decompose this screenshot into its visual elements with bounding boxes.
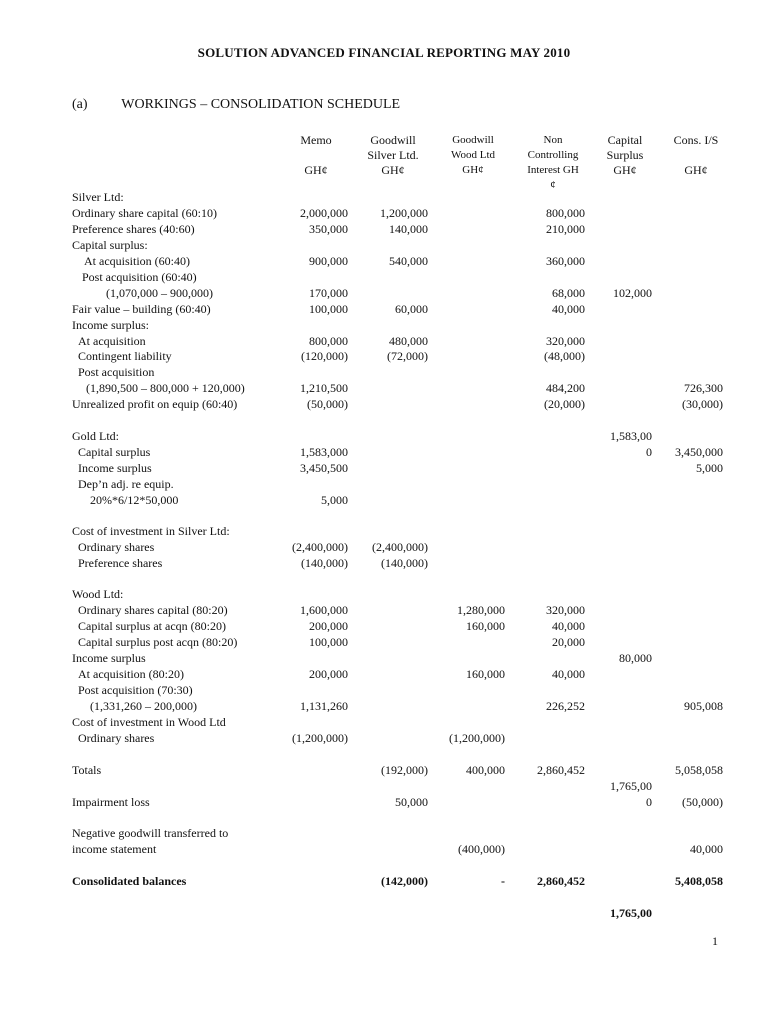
row-label: Capital surplus: [78, 445, 151, 459]
row-label: Capital surplus at acqn (80:20): [78, 619, 226, 633]
cell-capital: 1,765,00: [610, 906, 652, 920]
row-label: Dep’n adj. re equip.: [78, 477, 174, 491]
row-label: Negative goodwill transferred to: [72, 826, 229, 840]
header-cons-line: Cons. I/S: [673, 133, 719, 147]
cell-nci: 40,000: [552, 619, 585, 633]
row-label: (1,070,000 – 900,000): [106, 286, 213, 300]
cell-cons: 5,408,058: [675, 874, 723, 888]
row-label: Post acquisition (70:30): [78, 683, 193, 697]
cell-nci: 2,860,452: [537, 874, 585, 888]
row-label: Gold Ltd:: [72, 429, 119, 443]
cell-memo: 100,000: [309, 635, 348, 649]
row-label: Cost of investment in Wood Ltd: [72, 715, 226, 729]
cell-cons: 40,000: [690, 842, 723, 856]
cell-memo: (140,000): [301, 556, 348, 570]
header-gw-silver-line: Goodwill: [370, 133, 416, 147]
row-label: Ordinary shares: [78, 731, 155, 745]
cell-nci: 226,252: [546, 699, 585, 713]
cell-memo: 3,450,500: [300, 461, 348, 475]
cell-cons: 726,300: [684, 381, 723, 395]
cell-nci: 210,000: [546, 222, 585, 236]
cell-gw-wood: 160,000: [466, 619, 505, 633]
row-label: Post acquisition: [78, 365, 155, 379]
cell-memo: (50,000): [307, 397, 348, 411]
header-nci-line: ¢: [550, 179, 556, 191]
cell-cons: (30,000): [682, 397, 723, 411]
row-label: Contingent liability: [78, 349, 172, 363]
header-nci-line: Controlling: [527, 149, 579, 161]
header-nci-line: Non: [543, 134, 563, 146]
cell-gw-silver: (192,000): [381, 763, 428, 777]
cell-cons: (50,000): [682, 795, 723, 809]
cell-nci: 800,000: [546, 206, 585, 220]
cell-gw-wood: 160,000: [466, 667, 505, 681]
cell-gw-silver: 50,000: [395, 795, 428, 809]
row-label: Fair value – building (60:40): [72, 302, 211, 316]
cell-nci: (48,000): [544, 349, 585, 363]
cell-capital: 0: [646, 795, 652, 809]
cell-memo: (120,000): [301, 349, 348, 363]
row-label: Unrealized profit on equip (60:40): [72, 397, 238, 411]
cell-cons: 5,000: [696, 461, 723, 475]
cell-memo: 2,000,000: [300, 206, 348, 220]
cell-nci: 40,000: [552, 667, 585, 681]
row-label: Preference shares: [78, 556, 163, 570]
row-label: Ordinary share capital (60:10): [72, 206, 217, 220]
cell-memo: 170,000: [309, 286, 348, 300]
cell-capital: 0: [646, 445, 652, 459]
cell-memo: 900,000: [309, 254, 348, 268]
cell-memo: 1,583,000: [300, 445, 348, 459]
cell-gw-wood: 400,000: [466, 763, 505, 777]
cell-gw-silver: 140,000: [389, 222, 428, 236]
row-label: Consolidated balances: [72, 874, 187, 888]
row-label: income statement: [72, 842, 157, 856]
row-label: At acquisition: [78, 334, 146, 348]
cell-memo: (2,400,000): [292, 540, 348, 554]
cell-nci: 2,860,452: [537, 763, 585, 777]
section-heading: [72, 97, 400, 113]
cell-capital: 102,000: [613, 286, 652, 300]
header-memo-line: Memo: [300, 133, 332, 147]
cell-memo: 1,131,260: [300, 699, 348, 713]
row-label: (1,890,500 – 800,000 + 120,000): [86, 381, 245, 395]
cell-gw-silver: 540,000: [389, 254, 428, 268]
row-label: 20%*6/12*50,000: [90, 493, 179, 507]
header-gw-silver-line: Silver Ltd.: [367, 148, 419, 162]
row-label: At acquisition (60:40): [84, 254, 190, 268]
cell-gw-wood: 1,280,000: [457, 603, 505, 617]
row-label: Wood Ltd:: [72, 587, 124, 601]
cell-gw-silver: (142,000): [381, 874, 428, 888]
cell-nci: 20,000: [552, 635, 585, 649]
row-label: Income surplus:: [72, 318, 149, 332]
cell-cons: 5,058,058: [675, 763, 723, 777]
cell-capital: 1,583,00: [610, 429, 652, 443]
cell-gw-silver: 60,000: [395, 302, 428, 316]
header-gw-wood-line: Goodwill: [452, 134, 494, 146]
row-label: Income surplus: [72, 651, 146, 665]
header-gw-wood-line: GH¢: [462, 164, 484, 176]
cell-memo: 5,000: [321, 493, 348, 507]
cell-gw-wood: -: [501, 874, 505, 888]
header-cons-line: GH¢: [684, 163, 708, 177]
row-label: Silver Ltd:: [72, 190, 124, 204]
cell-capital: 80,000: [619, 651, 652, 665]
row-label: Ordinary shares capital (80:20): [78, 603, 228, 617]
cell-gw-silver: 480,000: [389, 334, 428, 348]
row-label: Capital surplus:: [72, 238, 148, 252]
cell-nci: 360,000: [546, 254, 585, 268]
row-label: Cost of investment in Silver Ltd:: [72, 524, 230, 538]
cell-gw-silver: 1,200,000: [380, 206, 428, 220]
cell-gw-silver: (2,400,000): [372, 540, 428, 554]
row-label: Income surplus: [78, 461, 152, 475]
cell-capital: 1,765,00: [610, 779, 652, 793]
cell-cons: 905,008: [684, 699, 723, 713]
header-capital-line: GH¢: [613, 163, 637, 177]
cell-memo: 350,000: [309, 222, 348, 236]
row-label: (1,331,260 – 200,000): [90, 699, 197, 713]
cell-nci: 484,200: [546, 381, 585, 395]
cell-gw-wood: (400,000): [458, 842, 505, 856]
cell-memo: 1,210,500: [300, 381, 348, 395]
cell-cons: 3,450,000: [675, 445, 723, 459]
cell-memo: 1,600,000: [300, 603, 348, 617]
row-label: Preference shares (40:60): [72, 222, 195, 236]
row-label: At acquisition (80:20): [78, 667, 184, 681]
cell-nci: 320,000: [546, 334, 585, 348]
row-label: Ordinary shares: [78, 540, 155, 554]
row-label: Capital surplus post acqn (80:20): [78, 635, 238, 649]
document-title: SOLUTION ADVANCED FINANCIAL REPORTING MAY 2010: [197, 45, 571, 60]
header-memo-line: GH¢: [304, 163, 328, 177]
row-label: Totals: [72, 763, 102, 777]
cell-nci: (20,000): [544, 397, 585, 411]
page-number: 1: [712, 934, 718, 948]
cell-nci: 68,000: [552, 286, 585, 300]
row-label: Post acquisition (60:40): [82, 270, 197, 284]
row-label: Impairment loss: [72, 795, 150, 809]
cell-nci: 320,000: [546, 603, 585, 617]
cell-gw-silver: (140,000): [381, 556, 428, 570]
cell-memo: (1,200,000): [292, 731, 348, 745]
header-capital-line: Capital: [607, 133, 643, 147]
header-gw-silver-line: GH¢: [381, 163, 405, 177]
cell-nci: 40,000: [552, 302, 585, 316]
cell-memo: 200,000: [309, 667, 348, 681]
header-gw-wood-line: Wood Ltd: [450, 149, 496, 161]
section-label: (a): [72, 97, 88, 112]
cell-gw-silver: (72,000): [387, 349, 428, 363]
cell-memo: 200,000: [309, 619, 348, 633]
cell-gw-wood: (1,200,000): [449, 731, 505, 745]
section-title: WORKINGS – CONSOLIDATION SCHEDULE: [121, 97, 401, 112]
header-capital-line: Surplus: [606, 148, 644, 162]
cell-memo: 100,000: [309, 302, 348, 316]
header-nci-line: Interest GH: [527, 164, 579, 176]
cell-memo: 800,000: [309, 334, 348, 348]
